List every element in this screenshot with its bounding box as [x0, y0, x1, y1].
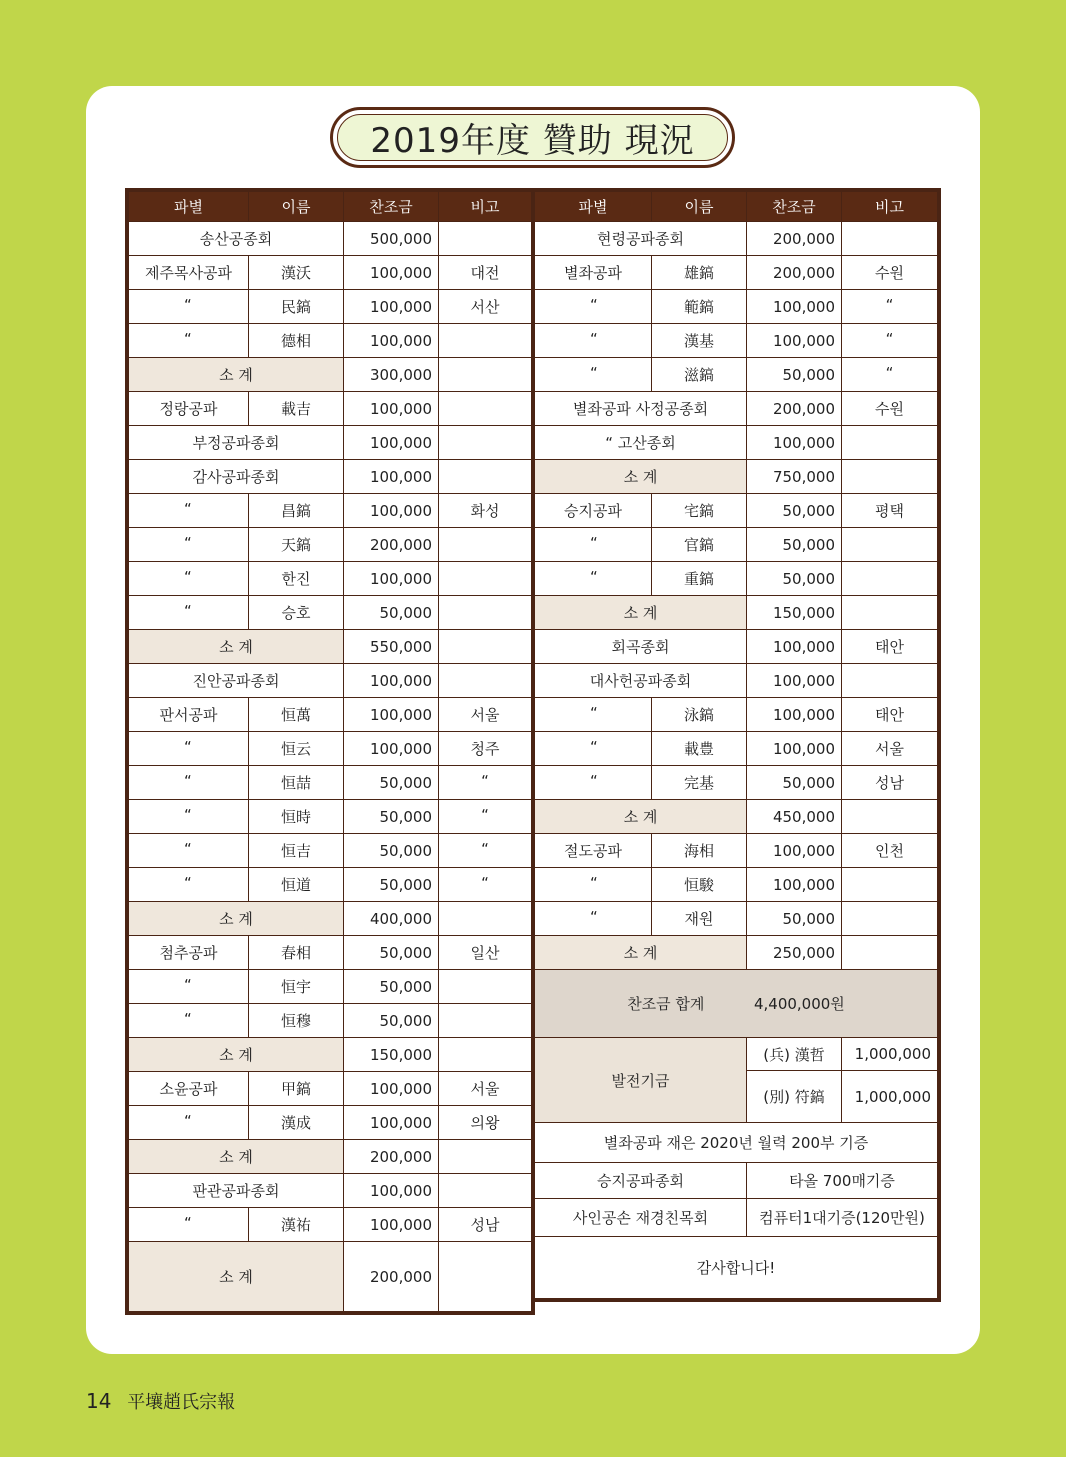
name-cell: 海相 [652, 834, 747, 868]
note-cell [842, 664, 938, 698]
amount-cell: 200,000 [747, 392, 842, 426]
right-row [535, 834, 938, 868]
branch-cell: 대사헌공파종회 [535, 664, 747, 698]
right-row [535, 528, 938, 562]
left-row [129, 528, 532, 562]
amount-cell: 100,000 [344, 324, 439, 358]
branch-cell: 현령공파종회 [535, 222, 747, 256]
name-cell: 完基 [652, 766, 747, 800]
amount-cell: 450,000 [747, 800, 842, 834]
left-row [129, 1242, 532, 1312]
amount-cell: 50,000 [344, 970, 439, 1004]
page-title: 2019年度 贊助 現況 [337, 114, 728, 161]
branch-cell: “ [129, 800, 249, 834]
left-row [129, 630, 532, 664]
note-cell: 태안 [842, 630, 938, 664]
amount-cell: 100,000 [747, 834, 842, 868]
branch-cell: 판관공파종회 [129, 1174, 344, 1208]
note-row-3 [535, 1199, 938, 1237]
left-row [129, 664, 532, 698]
subtotal-label: 소 계 [129, 1038, 344, 1072]
note-cell: 대전 [439, 256, 532, 290]
fund-amount-2: 1,000,000 [842, 1071, 938, 1123]
note-donor-2: 승지공파종회 [535, 1163, 747, 1199]
note-cell: 태안 [842, 698, 938, 732]
branch-cell: “ [129, 562, 249, 596]
branch-cell: 제주목사공파 [129, 256, 249, 290]
name-cell: 載吉 [249, 392, 344, 426]
note-cell [842, 596, 938, 630]
note-cell: 인천 [842, 834, 938, 868]
name-cell: 漢沃 [249, 256, 344, 290]
amount-cell: 200,000 [747, 222, 842, 256]
note-cell [842, 528, 938, 562]
branch-cell: “ [535, 732, 652, 766]
note-row-1 [535, 1123, 938, 1163]
name-cell: 天鎬 [249, 528, 344, 562]
left-row [129, 834, 532, 868]
right-row [535, 766, 938, 800]
note-cell: “ [439, 868, 532, 902]
name-cell: 甲鎬 [249, 1072, 344, 1106]
branch-cell: “ [129, 834, 249, 868]
left-row [129, 698, 532, 732]
note-gift-2: 타올 700매기증 [747, 1163, 938, 1199]
amount-cell: 550,000 [344, 630, 439, 664]
title-box [330, 107, 735, 168]
header-amount: 찬조금 [747, 192, 842, 222]
subtotal-label: 소 계 [535, 936, 747, 970]
left-row [129, 936, 532, 970]
amount-cell: 150,000 [344, 1038, 439, 1072]
left-row [129, 460, 532, 494]
branch-cell: “ [535, 290, 652, 324]
note-cell: “ [842, 358, 938, 392]
note-gift-3: 컴퓨터1대기증(120만원) [747, 1199, 938, 1237]
left-row [129, 358, 532, 392]
subtotal-label: 소 계 [535, 460, 747, 494]
right-row [535, 256, 938, 290]
note-cell [439, 1242, 532, 1312]
left-row [129, 1004, 532, 1038]
note-cell: “ [439, 766, 532, 800]
fund-donor-1: (兵) 漢哲 [747, 1038, 842, 1071]
name-cell: 昌鎬 [249, 494, 344, 528]
right-row [535, 222, 938, 256]
thanks-row [535, 1237, 938, 1299]
note-cell [842, 800, 938, 834]
amount-cell: 100,000 [747, 664, 842, 698]
name-cell: 恒駿 [652, 868, 747, 902]
branch-cell: 회곡종회 [535, 630, 747, 664]
note-cell: 의왕 [439, 1106, 532, 1140]
note-cell [439, 528, 532, 562]
note-cell: 서산 [439, 290, 532, 324]
note-cell: 일산 [439, 936, 532, 970]
fund-label: 발전기금 [535, 1038, 747, 1123]
name-cell: 漢基 [652, 324, 747, 358]
amount-cell: 100,000 [344, 494, 439, 528]
total-label: 찬조금 합계 [627, 995, 705, 1013]
name-cell: 漢祐 [249, 1208, 344, 1242]
amount-cell: 100,000 [344, 1072, 439, 1106]
branch-cell: 판서공파 [129, 698, 249, 732]
note-cell [439, 222, 532, 256]
left-row [129, 324, 532, 358]
right-row [535, 392, 938, 426]
amount-cell: 100,000 [747, 324, 842, 358]
branch-cell: “ [129, 290, 249, 324]
branch-cell: “ [535, 902, 652, 936]
note-cell: 수원 [842, 392, 938, 426]
right-row [535, 494, 938, 528]
note-cell: 성남 [842, 766, 938, 800]
total-row [535, 970, 938, 1038]
left-row [129, 902, 532, 936]
amount-cell: 50,000 [344, 1004, 439, 1038]
branch-cell: “ [535, 358, 652, 392]
branch-cell: “ [129, 1208, 249, 1242]
note-cell: 서울 [842, 732, 938, 766]
amount-cell: 100,000 [344, 1208, 439, 1242]
header-name: 이름 [249, 192, 344, 222]
amount-cell: 100,000 [344, 1106, 439, 1140]
header-branch: 파별 [535, 192, 652, 222]
note-row-2 [535, 1163, 938, 1199]
right-row [535, 290, 938, 324]
left-sponsor-table [128, 191, 532, 1312]
note-cell: “ [842, 290, 938, 324]
note-cell [439, 426, 532, 460]
right-sponsor-table [534, 191, 938, 1299]
right-row [535, 664, 938, 698]
note-cell: 수원 [842, 256, 938, 290]
right-row [535, 732, 938, 766]
note-cell [842, 902, 938, 936]
note-cell [439, 324, 532, 358]
right-row [535, 358, 938, 392]
amount-cell: 750,000 [747, 460, 842, 494]
amount-cell: 50,000 [747, 358, 842, 392]
amount-cell: 100,000 [747, 868, 842, 902]
right-row [535, 426, 938, 460]
right-row [535, 902, 938, 936]
total-value: 4,400,000원 [753, 995, 845, 1013]
amount-cell: 50,000 [344, 596, 439, 630]
amount-cell: 150,000 [747, 596, 842, 630]
header-amount: 찬조금 [344, 192, 439, 222]
name-cell: 한진 [249, 562, 344, 596]
amount-cell: 50,000 [747, 902, 842, 936]
amount-cell: 100,000 [344, 256, 439, 290]
amount-cell: 100,000 [344, 664, 439, 698]
branch-cell: 부정공파종회 [129, 426, 344, 460]
amount-cell: 50,000 [344, 868, 439, 902]
note-cell [439, 562, 532, 596]
branch-cell: 별좌공파 [535, 256, 652, 290]
amount-cell: 50,000 [747, 494, 842, 528]
note-cell [842, 426, 938, 460]
amount-cell: 100,000 [344, 290, 439, 324]
branch-cell: “ [535, 528, 652, 562]
amount-cell: 100,000 [747, 698, 842, 732]
left-row [129, 392, 532, 426]
amount-cell: 100,000 [344, 392, 439, 426]
branch-cell: “ [535, 766, 652, 800]
amount-cell: 50,000 [747, 562, 842, 596]
header-branch: 파별 [129, 192, 249, 222]
amount-cell: 50,000 [747, 528, 842, 562]
amount-cell: 50,000 [344, 800, 439, 834]
left-row [129, 222, 532, 256]
amount-cell: 100,000 [344, 426, 439, 460]
note-cell: 평택 [842, 494, 938, 528]
name-cell: 승호 [249, 596, 344, 630]
header-note: 비고 [439, 192, 532, 222]
amount-cell: 100,000 [344, 460, 439, 494]
left-row [129, 868, 532, 902]
name-cell: 恒時 [249, 800, 344, 834]
note-cell [842, 936, 938, 970]
fund-row-1 [535, 1038, 938, 1071]
name-cell: 官鎬 [652, 528, 747, 562]
amount-cell: 200,000 [344, 1242, 439, 1312]
thanks-text: 감사합니다! [535, 1237, 938, 1299]
note-cell [439, 1038, 532, 1072]
branch-cell: “ [535, 562, 652, 596]
amount-cell: 50,000 [344, 766, 439, 800]
page-footer [86, 1388, 235, 1414]
note-cell [439, 1004, 532, 1038]
left-header-row [129, 192, 532, 222]
branch-cell: 소윤공파 [129, 1072, 249, 1106]
subtotal-label: 소 계 [535, 800, 747, 834]
name-cell: 滋鎬 [652, 358, 747, 392]
branch-cell: 정랑공파 [129, 392, 249, 426]
note-cell: 청주 [439, 732, 532, 766]
left-row [129, 732, 532, 766]
name-cell: 載豊 [652, 732, 747, 766]
amount-cell: 100,000 [344, 698, 439, 732]
fund-amount-1: 1,000,000 [842, 1038, 938, 1071]
amount-cell: 200,000 [344, 1140, 439, 1174]
right-row [535, 630, 938, 664]
left-row [129, 562, 532, 596]
subtotal-label: 소 계 [129, 358, 344, 392]
branch-cell: “ [129, 1004, 249, 1038]
right-header-row [535, 192, 938, 222]
branch-cell: “ [129, 528, 249, 562]
name-cell: 恒云 [249, 732, 344, 766]
amount-cell: 200,000 [344, 528, 439, 562]
amount-cell: 200,000 [747, 256, 842, 290]
amount-cell: 100,000 [747, 732, 842, 766]
left-row [129, 1072, 532, 1106]
amount-cell: 50,000 [747, 766, 842, 800]
note-cell: “ [439, 834, 532, 868]
name-cell: 恒萬 [249, 698, 344, 732]
right-row [535, 868, 938, 902]
name-cell: 民鎬 [249, 290, 344, 324]
amount-cell: 50,000 [344, 936, 439, 970]
subtotal-label: 소 계 [129, 630, 344, 664]
subtotal-label: 소 계 [535, 596, 747, 630]
branch-cell: “ [129, 1106, 249, 1140]
amount-cell: 400,000 [344, 902, 439, 936]
note-cell: 성남 [439, 1208, 532, 1242]
right-row [535, 800, 938, 834]
branch-cell: 절도공파 [535, 834, 652, 868]
branch-cell: “ [535, 868, 652, 902]
left-row [129, 1140, 532, 1174]
note-cell [842, 562, 938, 596]
right-row [535, 562, 938, 596]
branch-cell: “ [129, 970, 249, 1004]
name-cell: 恒穆 [249, 1004, 344, 1038]
note-cell: 서울 [439, 1072, 532, 1106]
right-row [535, 460, 938, 494]
amount-cell: 100,000 [344, 732, 439, 766]
name-cell: 範鎬 [652, 290, 747, 324]
amount-cell: 100,000 [747, 426, 842, 460]
branch-cell: 감사공파종회 [129, 460, 344, 494]
fund-donor-2: (別) 符鎬 [747, 1071, 842, 1123]
amount-cell: 100,000 [344, 562, 439, 596]
branch-cell: “ [129, 324, 249, 358]
name-cell: 恒喆 [249, 766, 344, 800]
header-name: 이름 [652, 192, 747, 222]
note-cell: “ [842, 324, 938, 358]
note-cell [439, 358, 532, 392]
name-cell: 恒吉 [249, 834, 344, 868]
right-row [535, 698, 938, 732]
note-cell [439, 664, 532, 698]
right-row [535, 324, 938, 358]
name-cell: 泳鎬 [652, 698, 747, 732]
left-row [129, 800, 532, 834]
branch-cell: “ [129, 494, 249, 528]
amount-cell: 100,000 [747, 630, 842, 664]
left-row [129, 1038, 532, 1072]
branch-cell: “ [129, 766, 249, 800]
name-cell: 恒宇 [249, 970, 344, 1004]
page-number: 14 [86, 1389, 112, 1413]
note-cell [439, 1140, 532, 1174]
note-cell: 화성 [439, 494, 532, 528]
amount-cell: 300,000 [344, 358, 439, 392]
branch-cell: “ [129, 868, 249, 902]
branch-cell: “ [129, 732, 249, 766]
note-cell [439, 596, 532, 630]
name-cell: 恒道 [249, 868, 344, 902]
left-row [129, 766, 532, 800]
name-cell: 宅鎬 [652, 494, 747, 528]
left-row [129, 1106, 532, 1140]
publication-name: 平壤趙氏宗報 [127, 1392, 236, 1413]
amount-cell: 50,000 [344, 834, 439, 868]
name-cell: 재원 [652, 902, 747, 936]
left-row [129, 596, 532, 630]
name-cell: 德相 [249, 324, 344, 358]
note-cell [842, 222, 938, 256]
name-cell: 重鎬 [652, 562, 747, 596]
amount-cell: 500,000 [344, 222, 439, 256]
name-cell: 漢成 [249, 1106, 344, 1140]
note-donor-3: 사인공손 재경친목회 [535, 1199, 747, 1237]
note-cell [439, 902, 532, 936]
left-row [129, 1174, 532, 1208]
subtotal-label: 소 계 [129, 1242, 344, 1312]
name-cell: 雄鎬 [652, 256, 747, 290]
total-cell [535, 970, 938, 1038]
header-note: 비고 [842, 192, 938, 222]
left-row [129, 426, 532, 460]
subtotal-label: 소 계 [129, 902, 344, 936]
note-cell [439, 1174, 532, 1208]
amount-cell: 100,000 [344, 1174, 439, 1208]
amount-cell: 100,000 [747, 290, 842, 324]
note-cell [439, 630, 532, 664]
branch-cell: 별좌공파 사정공종회 [535, 392, 747, 426]
note-cell [439, 460, 532, 494]
branch-cell: “ [129, 596, 249, 630]
left-row [129, 290, 532, 324]
note-full: 별좌공파 재은 2020년 월력 200부 기증 [535, 1123, 938, 1163]
left-row [129, 1208, 532, 1242]
note-cell: “ [439, 800, 532, 834]
branch-cell: 송산공종회 [129, 222, 344, 256]
left-row [129, 494, 532, 528]
branch-cell: “ 고산종회 [535, 426, 747, 460]
right-row [535, 936, 938, 970]
branch-cell: 진안공파종회 [129, 664, 344, 698]
note-cell [842, 460, 938, 494]
left-row [129, 970, 532, 1004]
branch-cell: “ [535, 324, 652, 358]
left-table-body [129, 222, 532, 1312]
amount-cell: 250,000 [747, 936, 842, 970]
right-table-body [535, 222, 938, 970]
branch-cell: 첨추공파 [129, 936, 249, 970]
name-cell: 春相 [249, 936, 344, 970]
subtotal-label: 소 계 [129, 1140, 344, 1174]
note-cell [439, 392, 532, 426]
left-row [129, 256, 532, 290]
branch-cell: “ [535, 698, 652, 732]
right-row [535, 596, 938, 630]
note-cell [439, 970, 532, 1004]
note-cell [842, 868, 938, 902]
right-summary-body [535, 970, 938, 1299]
note-cell: 서울 [439, 698, 532, 732]
branch-cell: 승지공파 [535, 494, 652, 528]
